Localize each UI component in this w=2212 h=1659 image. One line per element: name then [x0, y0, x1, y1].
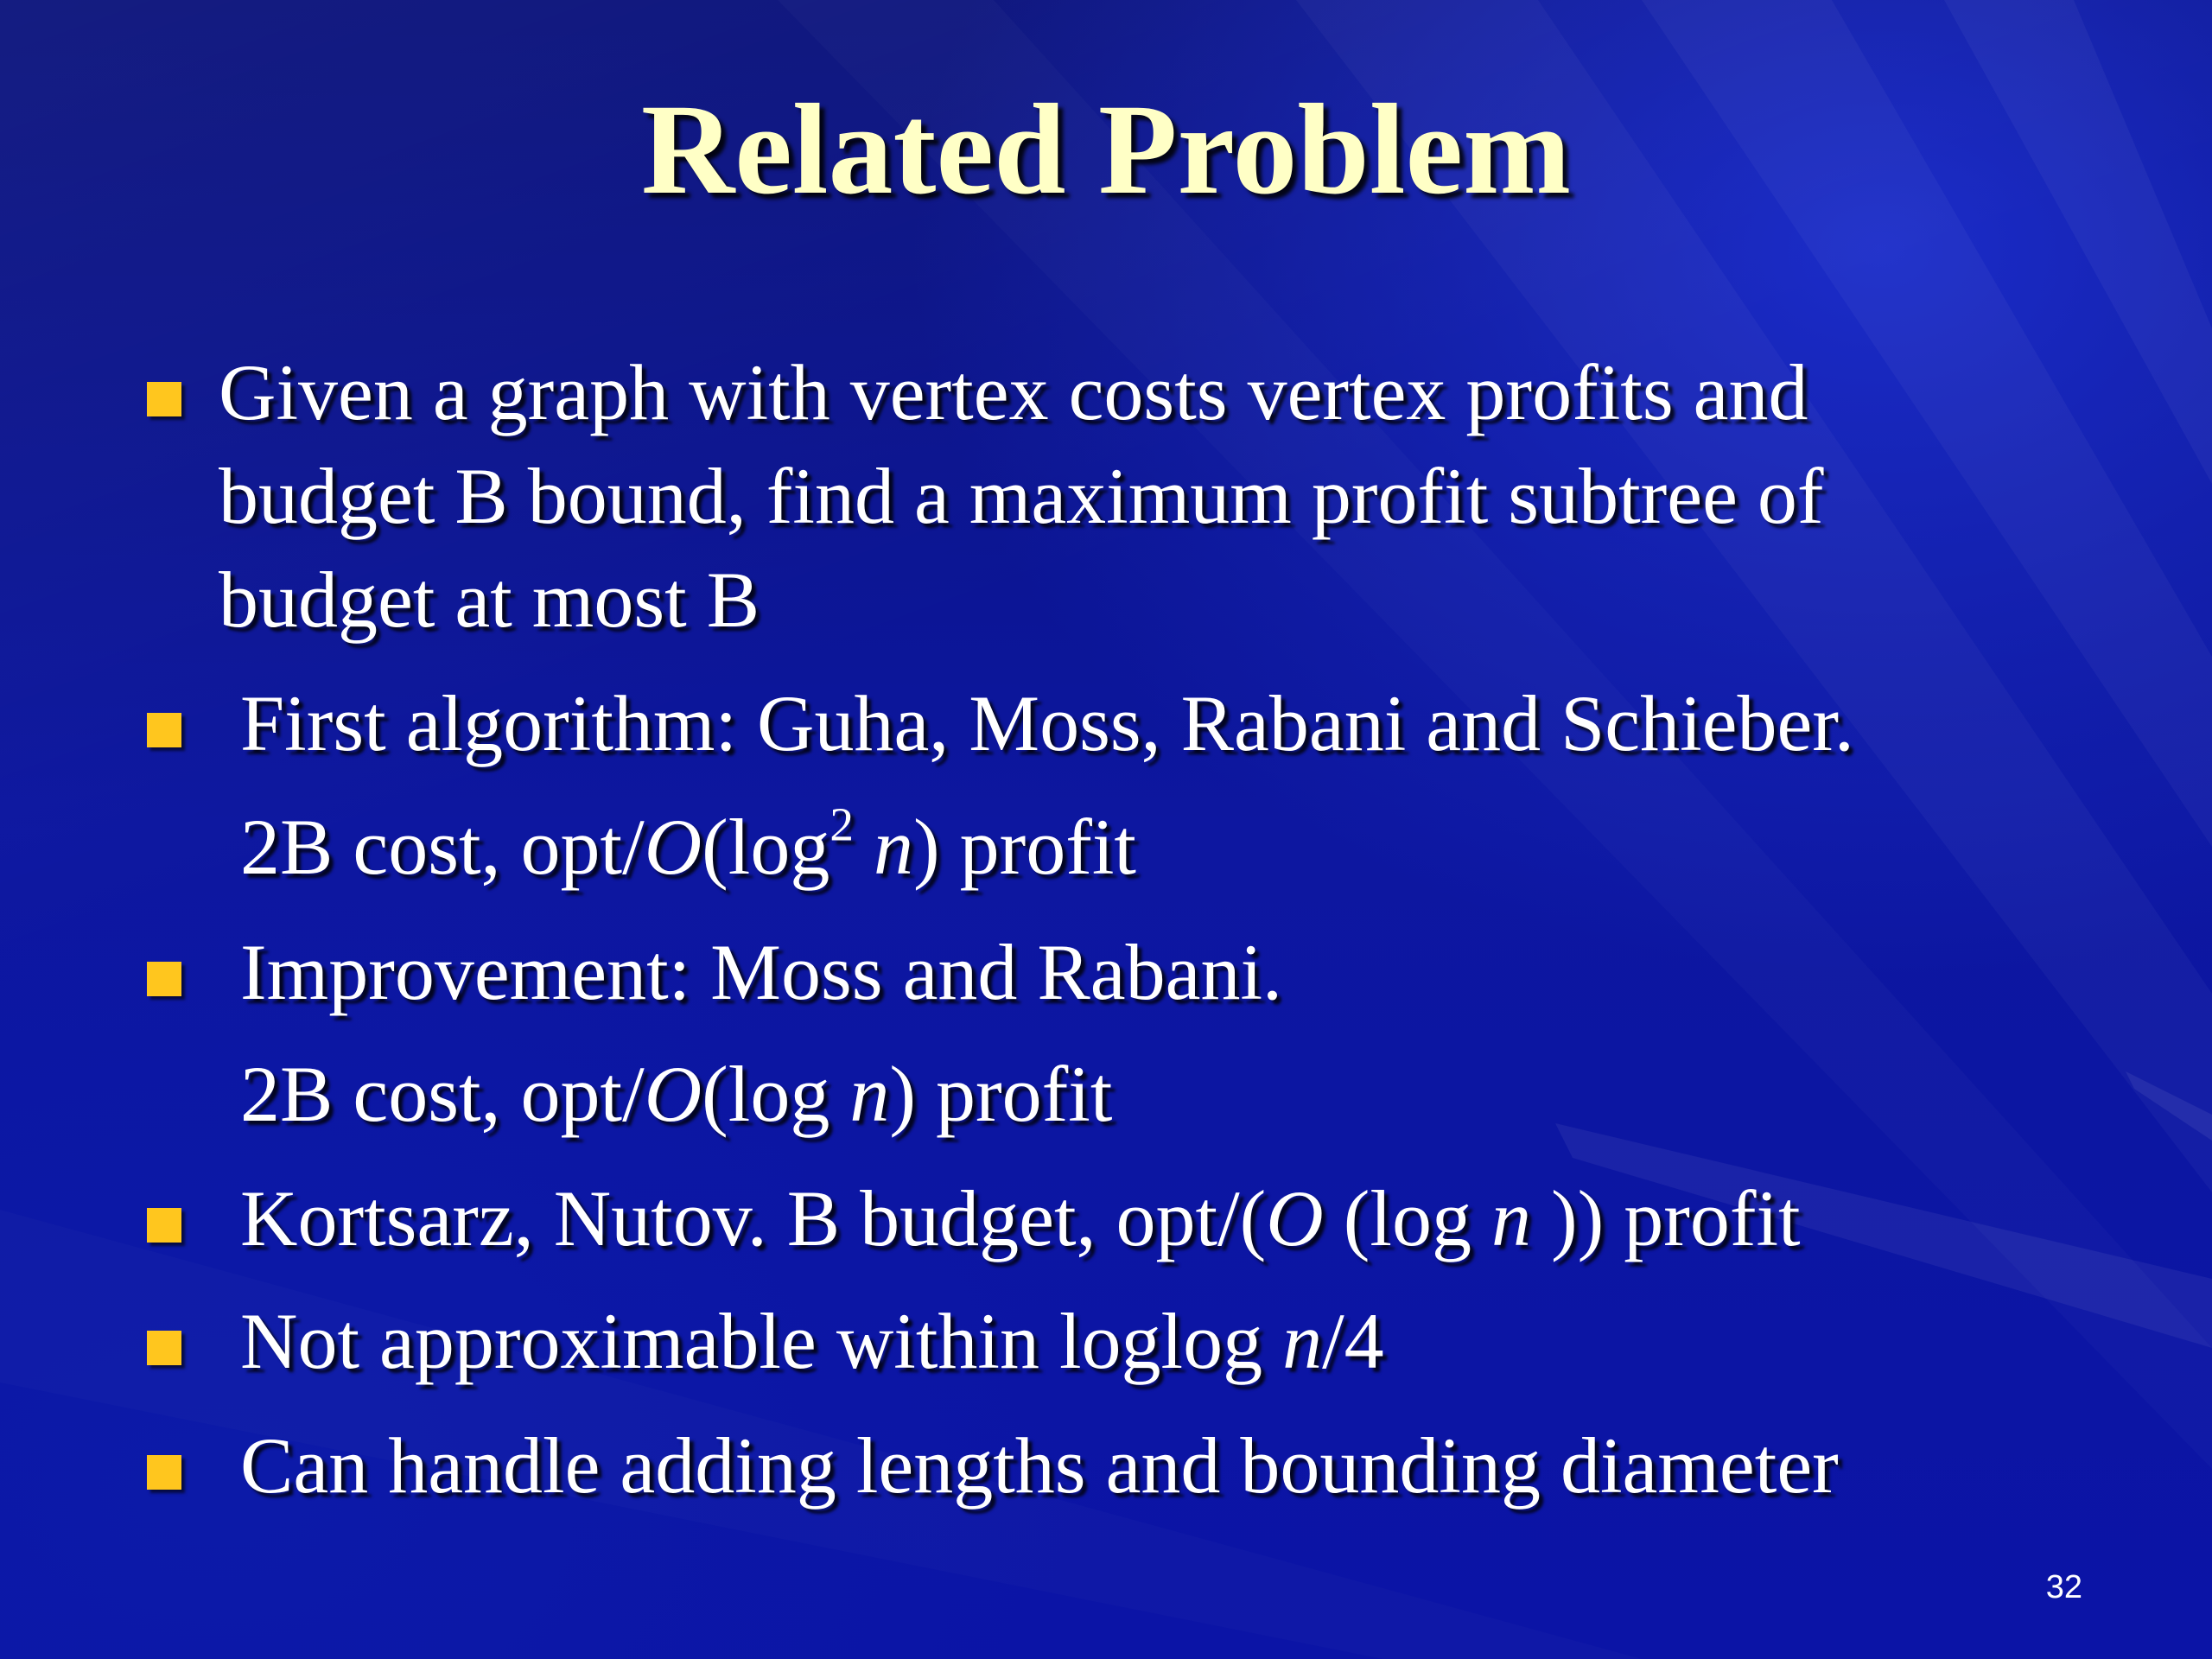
bullet-square-icon	[147, 382, 181, 416]
bullet-2-subline: 2B cost, opt/$O(\log^2$ n) profit	[240, 798, 1136, 891]
page-number: 32	[2045, 1569, 2082, 1605]
bullet-square-icon	[147, 1331, 181, 1365]
bullet-5-line-1: Not approximable within loglog n/4	[240, 1297, 1384, 1385]
bullet-3-subline: 2B cost, opt/O(log n) profit	[240, 1050, 1113, 1138]
bullet-square-icon	[147, 713, 181, 747]
bullet-square-icon	[147, 1208, 181, 1243]
slide-title: Related Problem	[640, 78, 1572, 221]
bullet-4-line-1: Kortsarz, Nutov. B budget, opt/(O (log n )) profit	[240, 1174, 1801, 1262]
bullet-square-icon	[147, 962, 181, 996]
bullet-6-line-1: Can handle adding lengths and bounding diameter	[240, 1421, 1839, 1510]
bullet-square-icon	[147, 1455, 181, 1490]
bullet-2-line-1: First algorithm: Guha, Moss, Rabani and Schieber.	[240, 679, 1854, 767]
bullet-1-line-3: budget at most B	[219, 556, 760, 644]
bullet-3-line-1: Improvement: Moss and Rabani.	[240, 928, 1283, 1016]
bullet-1-line-2: budget B bound, find a maximum profit subtree of	[219, 452, 1824, 540]
bullet-1-line-1: Given a graph with vertex costs vertex profits and	[219, 348, 1808, 436]
